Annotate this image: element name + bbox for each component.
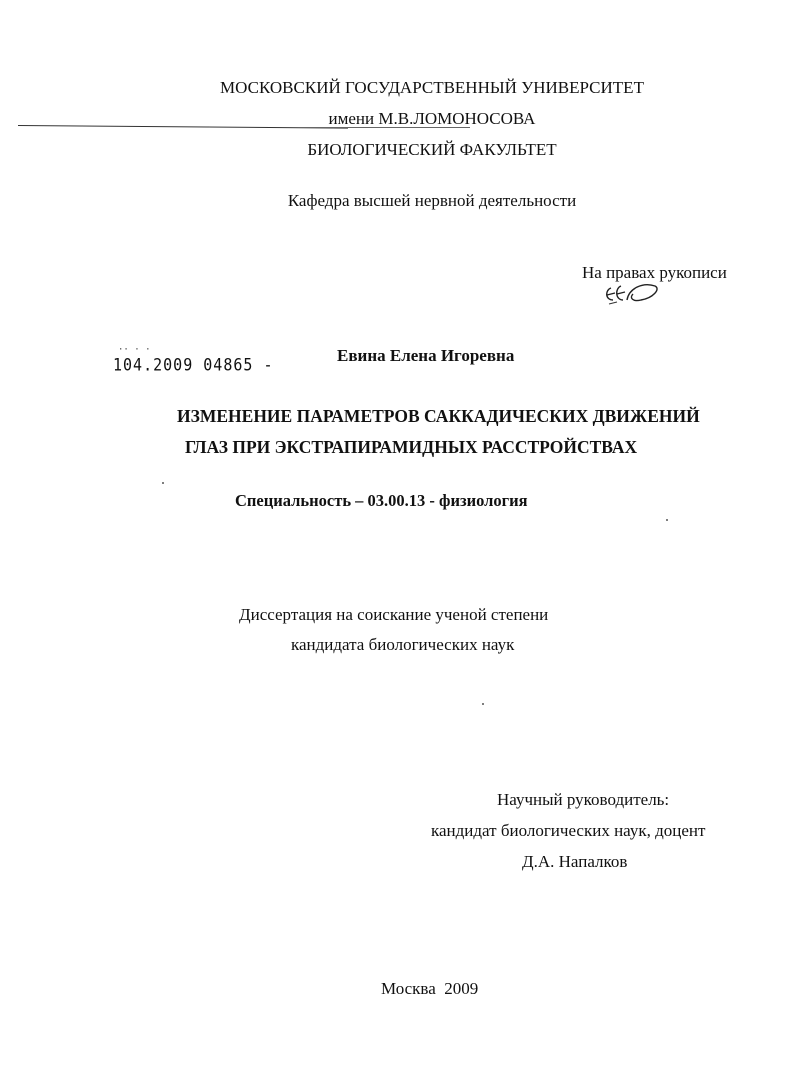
- specialty: Специальность – 03.00.13 - физиология: [235, 491, 528, 510]
- city-year: Москва 2009: [381, 979, 479, 998]
- university-name: МОСКОВСКИЙ ГОСУДАРСТВЕННЫЙ УНИВЕРСИТЕТ: [220, 78, 644, 97]
- dissertation-line-2: кандидата биологических наук: [291, 635, 515, 654]
- library-code: 104.2009 04865 -: [113, 354, 274, 376]
- supervisor-degree: кандидат биологических наук, доцент: [431, 821, 706, 840]
- supervisor-name: Д.А. Напалков: [522, 852, 628, 871]
- title-line-2: ГЛАЗ ПРИ ЭКСТРАПИРАМИДНЫХ РАССТРОЙСТВАХ: [185, 437, 638, 457]
- faculty-name: БИОЛОГИЧЕСКИЙ ФАКУЛЬТЕТ: [307, 140, 557, 159]
- code-ticks: ·· · ·: [118, 345, 151, 355]
- named-after: имени М.В.ЛОМОНОСОВА: [328, 109, 536, 128]
- supervisor-label: Научный руководитель:: [497, 790, 670, 809]
- scan-speck: [162, 482, 164, 484]
- signature-mark: [603, 280, 663, 308]
- department-name: Кафедра высшей нервной деятельности: [287, 191, 577, 210]
- author-name: Евина Елена Игоревна: [337, 346, 515, 365]
- scan-speck: [666, 519, 668, 521]
- manuscript-rights: На правах рукописи: [582, 263, 727, 282]
- title-line-1: ИЗМЕНЕНИЕ ПАРАМЕТРОВ САККАДИЧЕСКИХ ДВИЖЕНИЙ: [177, 406, 700, 426]
- scan-speck: [482, 703, 484, 705]
- dissertation-line-1: Диссертация на соискание ученой степени: [239, 605, 549, 624]
